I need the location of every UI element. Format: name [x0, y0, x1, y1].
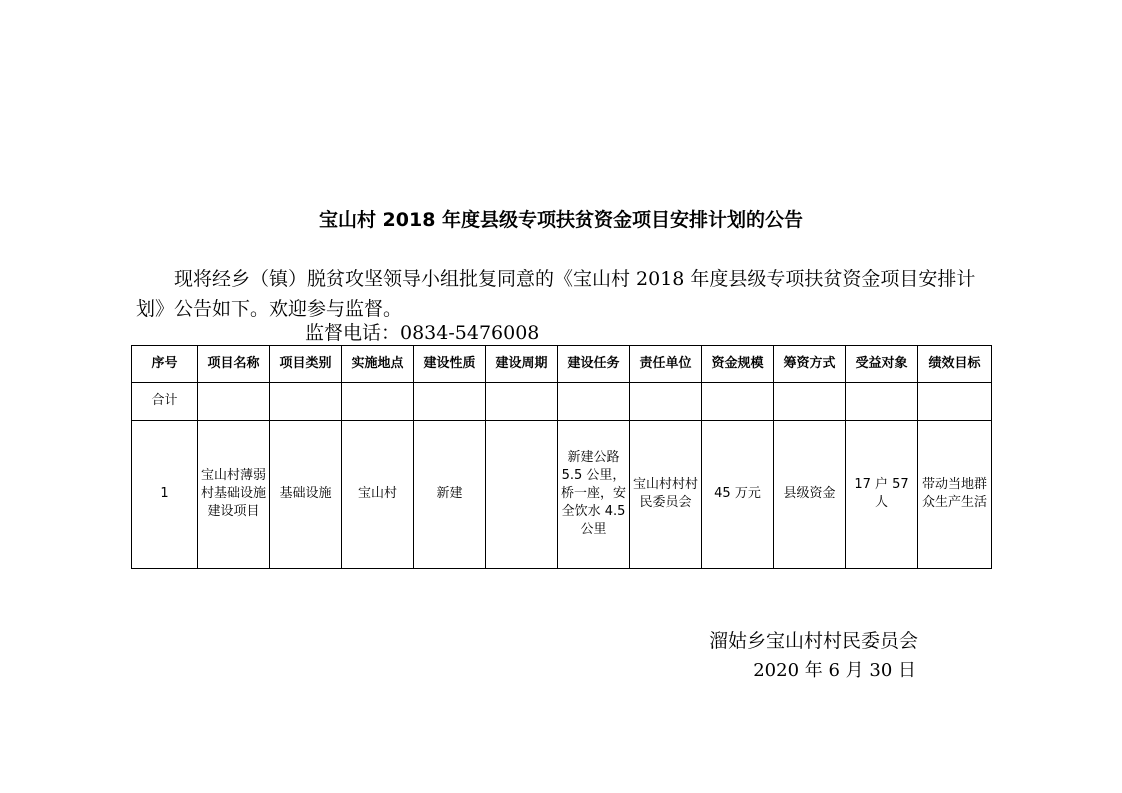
table-cell	[198, 383, 270, 420]
table-header-cell: 资金规模	[702, 346, 774, 383]
table-cell: 合计	[132, 383, 198, 420]
signature-organization: 溜姑乡宝山村村民委员会	[708, 630, 918, 652]
table-cell: 宝山村村村民委员会	[630, 420, 702, 568]
table-cell: 1	[132, 420, 198, 568]
table-row	[132, 420, 992, 568]
table-cell	[342, 383, 414, 420]
table-header-cell: 项目类别	[270, 346, 342, 383]
table-cell: 县级资金	[774, 420, 846, 568]
table-cell: 带动当地群众生产生活	[918, 420, 992, 568]
table-cell: 45 万元	[702, 420, 774, 568]
project-plan-table	[131, 345, 992, 569]
table-cell	[486, 420, 558, 568]
table-cell: 宝山村薄弱村基础设施建设项目	[198, 420, 270, 568]
table-cell	[558, 383, 630, 420]
table-cell	[918, 383, 992, 420]
table-cell: 基础设施	[270, 420, 342, 568]
notice-title: 宝山村 2018 年度县级专项扶贫资金项目安排计划的公告	[318, 209, 804, 231]
table-header-cell: 筹资方式	[774, 346, 846, 383]
table-header-cell: 责任单位	[630, 346, 702, 383]
table-header-cell: 建设任务	[558, 346, 630, 383]
table-cell	[414, 383, 486, 420]
table-cell	[486, 383, 558, 420]
table-header-cell: 实施地点	[342, 346, 414, 383]
table-header-cell: 项目名称	[198, 346, 270, 383]
table-cell: 17 户 57 人	[846, 420, 918, 568]
table-cell: 宝山村	[342, 420, 414, 568]
signature-date: 2020 年 6 月 30 日	[753, 660, 916, 681]
table-cell: 新建公路 5.5 公里，桥一座，安全饮水 4.5 公里	[558, 420, 630, 568]
table-header-cell: 建设性质	[414, 346, 486, 383]
table-header-cell: 序号	[132, 346, 198, 383]
table-cell	[702, 383, 774, 420]
table-header-row	[132, 346, 992, 383]
table-header-cell: 受益对象	[846, 346, 918, 383]
table-cell: 新建	[414, 420, 486, 568]
table-cell	[774, 383, 846, 420]
intro-paragraph: 现将经乡（镇）脱贫攻坚领导小组批复同意的《宝山村 2018 年度县级专项扶贫资金项目安排计划》公告如下。欢迎参与监督。	[136, 268, 976, 320]
table-cell	[846, 383, 918, 420]
table-total-row	[132, 383, 992, 420]
table-cell	[630, 383, 702, 420]
table-cell	[270, 383, 342, 420]
table-header-cell: 建设周期	[486, 346, 558, 383]
supervision-phone: 监督电话：0834-5476008	[305, 322, 540, 344]
table-header-cell: 绩效目标	[918, 346, 992, 383]
